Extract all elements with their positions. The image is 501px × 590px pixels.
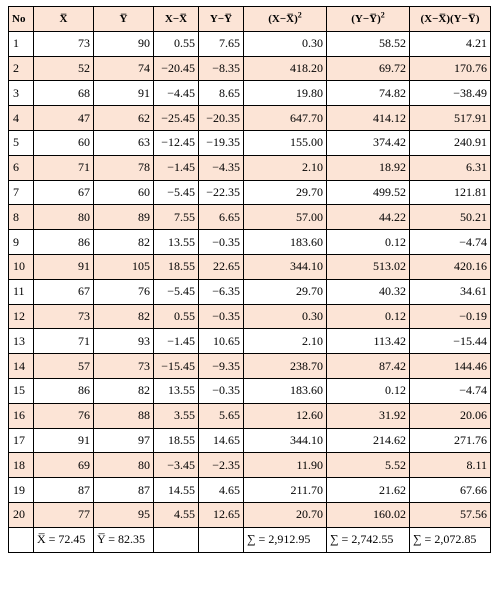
table-cell: 0.55 xyxy=(154,31,199,56)
table-cell: 12.65 xyxy=(199,502,244,527)
table-cell: −12.45 xyxy=(154,130,199,155)
table-cell: 76 xyxy=(94,279,154,304)
table-cell: −1.45 xyxy=(154,155,199,180)
table-cell: −19.35 xyxy=(199,130,244,155)
header-label: Y−Y̅ xyxy=(209,12,233,25)
table-cell: 91 xyxy=(94,81,154,106)
table-cell: 34.61 xyxy=(410,279,491,304)
table-cell: 93 xyxy=(94,329,154,354)
table-cell: 52 xyxy=(34,56,94,81)
table-row xyxy=(9,31,491,56)
row-number-cell: 17 xyxy=(9,428,34,453)
row-number-cell: 10 xyxy=(9,254,34,279)
table-row xyxy=(9,502,491,527)
table-cell: −0.19 xyxy=(410,304,491,329)
row-number-cell: 3 xyxy=(9,81,34,106)
table-cell: −3.45 xyxy=(154,453,199,478)
table-cell: −9.35 xyxy=(199,354,244,379)
header-label: (X−X̅) xyxy=(268,12,298,25)
table-cell: 18.55 xyxy=(154,254,199,279)
table-cell: 5.65 xyxy=(199,403,244,428)
row-number-cell: 1 xyxy=(9,31,34,56)
table-cell: 517.91 xyxy=(410,106,491,131)
table-cell: 155.00 xyxy=(244,130,327,155)
table-cell: 87.42 xyxy=(327,354,410,379)
summary-cell: X̅ = 72.45 xyxy=(34,527,94,552)
row-number-cell: 12 xyxy=(9,304,34,329)
header-label: X−X̅ xyxy=(164,12,188,25)
table-row xyxy=(9,403,491,428)
header-x xyxy=(34,7,94,32)
header-label: (X−X̅)(Y−Y̅) xyxy=(420,12,480,25)
table-cell: 57.56 xyxy=(410,502,491,527)
table-cell: 160.02 xyxy=(327,502,410,527)
table-cell: 67 xyxy=(34,279,94,304)
table-cell: 344.10 xyxy=(244,428,327,453)
row-number-cell: 9 xyxy=(9,230,34,255)
table-row xyxy=(9,254,491,279)
table-cell: −4.74 xyxy=(410,378,491,403)
table-row xyxy=(9,428,491,453)
table-cell: 91 xyxy=(34,254,94,279)
table-cell: 87 xyxy=(34,478,94,503)
table-cell: 4.65 xyxy=(199,478,244,503)
table-cell: 8.11 xyxy=(410,453,491,478)
table-cell: −2.35 xyxy=(199,453,244,478)
table-cell: 77 xyxy=(34,502,94,527)
table-cell: 63 xyxy=(94,130,154,155)
table-cell: 67 xyxy=(34,180,94,205)
statistics-table xyxy=(8,6,491,553)
table-cell: 89 xyxy=(94,205,154,230)
row-number-cell: 20 xyxy=(9,502,34,527)
table-cell: 73 xyxy=(34,304,94,329)
table-cell: 7.65 xyxy=(199,31,244,56)
header-exponent: 2 xyxy=(380,10,385,20)
header-label: Y̅ xyxy=(119,12,128,25)
table-cell: 0.12 xyxy=(327,304,410,329)
summary-cell xyxy=(9,527,34,552)
table-cell: 29.70 xyxy=(244,279,327,304)
table-cell: −4.74 xyxy=(410,230,491,255)
row-number-cell: 8 xyxy=(9,205,34,230)
table-row xyxy=(9,180,491,205)
table-cell: 90 xyxy=(94,31,154,56)
table-cell: 57 xyxy=(34,354,94,379)
table-cell: 82 xyxy=(94,378,154,403)
row-number-cell: 13 xyxy=(9,329,34,354)
table-cell: 68 xyxy=(34,81,94,106)
table-cell: 3.55 xyxy=(154,403,199,428)
row-number-cell: 5 xyxy=(9,130,34,155)
row-number-cell: 14 xyxy=(9,354,34,379)
table-cell: 238.70 xyxy=(244,354,327,379)
table-cell: 14.65 xyxy=(199,428,244,453)
table-cell: 21.62 xyxy=(327,478,410,503)
table-row xyxy=(9,230,491,255)
row-number-cell: 11 xyxy=(9,279,34,304)
table-cell: 44.22 xyxy=(327,205,410,230)
table-row xyxy=(9,279,491,304)
row-number-cell: 16 xyxy=(9,403,34,428)
table-cell: 80 xyxy=(34,205,94,230)
table-row xyxy=(9,354,491,379)
table-cell: 12.60 xyxy=(244,403,327,428)
table-row xyxy=(9,329,491,354)
table-cell: 11.90 xyxy=(244,453,327,478)
table-cell: 60 xyxy=(94,180,154,205)
table-cell: −15.45 xyxy=(154,354,199,379)
table-cell: 4.21 xyxy=(410,31,491,56)
table-cell: −20.35 xyxy=(199,106,244,131)
table-row xyxy=(9,81,491,106)
header-no xyxy=(9,7,34,32)
row-number-cell: 18 xyxy=(9,453,34,478)
header-x-dev-sq xyxy=(244,7,327,32)
summary-row xyxy=(9,527,491,552)
table-cell: −6.35 xyxy=(199,279,244,304)
table-row xyxy=(9,478,491,503)
table-cell: 414.12 xyxy=(327,106,410,131)
table-cell: 0.55 xyxy=(154,304,199,329)
table-cell: 62 xyxy=(94,106,154,131)
table-cell: 18.92 xyxy=(327,155,410,180)
header-x-dev xyxy=(154,7,199,32)
table-cell: 67.66 xyxy=(410,478,491,503)
table-cell: 74 xyxy=(94,56,154,81)
header-label: No xyxy=(12,12,26,25)
table-cell: 50.21 xyxy=(410,205,491,230)
table-cell: 78 xyxy=(94,155,154,180)
table-cell: 0.30 xyxy=(244,31,327,56)
table-cell: −15.44 xyxy=(410,329,491,354)
table-row xyxy=(9,106,491,131)
header-row xyxy=(9,7,491,32)
table-cell: 14.55 xyxy=(154,478,199,503)
table-row xyxy=(9,130,491,155)
row-number-cell: 4 xyxy=(9,106,34,131)
table-cell: 13.55 xyxy=(154,378,199,403)
table-cell: 513.02 xyxy=(327,254,410,279)
table-cell: 97 xyxy=(94,428,154,453)
table-cell: 113.42 xyxy=(327,329,410,354)
table-cell: 58.52 xyxy=(327,31,410,56)
table-cell: 71 xyxy=(34,155,94,180)
table-cell: 499.52 xyxy=(327,180,410,205)
table-cell: 57.00 xyxy=(244,205,327,230)
table-cell: 144.46 xyxy=(410,354,491,379)
table-cell: 71 xyxy=(34,329,94,354)
row-number-cell: 2 xyxy=(9,56,34,81)
table-cell: 2.10 xyxy=(244,155,327,180)
table-cell: 20.06 xyxy=(410,403,491,428)
table-cell: 22.65 xyxy=(199,254,244,279)
table-cell: 91 xyxy=(34,428,94,453)
table-cell: 2.10 xyxy=(244,329,327,354)
table-cell: 5.52 xyxy=(327,453,410,478)
table-cell: 18.55 xyxy=(154,428,199,453)
table-cell: −1.45 xyxy=(154,329,199,354)
table-cell: 418.20 xyxy=(244,56,327,81)
summary-cell: ∑ = 2,742.55 xyxy=(327,527,410,552)
table-cell: 40.32 xyxy=(327,279,410,304)
table-cell: 647.70 xyxy=(244,106,327,131)
table-cell: 211.70 xyxy=(244,478,327,503)
table-cell: 183.60 xyxy=(244,230,327,255)
row-number-cell: 7 xyxy=(9,180,34,205)
table-cell: −0.35 xyxy=(199,230,244,255)
table-cell: 86 xyxy=(34,378,94,403)
table-row xyxy=(9,378,491,403)
header-label: X̅ xyxy=(59,12,68,25)
summary-cell xyxy=(199,527,244,552)
table-cell: −4.45 xyxy=(154,81,199,106)
table-cell: 13.55 xyxy=(154,230,199,255)
table-cell: 420.16 xyxy=(410,254,491,279)
table-row xyxy=(9,155,491,180)
table-cell: 74.82 xyxy=(327,81,410,106)
header-exponent: 2 xyxy=(297,10,302,20)
header-y-dev-sq xyxy=(327,7,410,32)
table-cell: −38.49 xyxy=(410,81,491,106)
table-cell: 82 xyxy=(94,304,154,329)
table-row xyxy=(9,304,491,329)
table-cell: 29.70 xyxy=(244,180,327,205)
table-cell: 88 xyxy=(94,403,154,428)
table-cell: 10.65 xyxy=(199,329,244,354)
table-cell: −4.35 xyxy=(199,155,244,180)
table-cell: 69.72 xyxy=(327,56,410,81)
table-cell: 7.55 xyxy=(154,205,199,230)
table-cell: 8.65 xyxy=(199,81,244,106)
table-cell: 95 xyxy=(94,502,154,527)
table-cell: −0.35 xyxy=(199,304,244,329)
table-cell: 0.12 xyxy=(327,378,410,403)
table-cell: 170.76 xyxy=(410,56,491,81)
summary-cell: ∑ = 2,072.85 xyxy=(410,527,491,552)
table-cell: 73 xyxy=(94,354,154,379)
table-cell: 0.30 xyxy=(244,304,327,329)
table-cell: 240.91 xyxy=(410,130,491,155)
table-cell: 6.65 xyxy=(199,205,244,230)
table-cell: 82 xyxy=(94,230,154,255)
table-cell: 374.42 xyxy=(327,130,410,155)
table-cell: −5.45 xyxy=(154,180,199,205)
table-row xyxy=(9,453,491,478)
table-cell: 86 xyxy=(34,230,94,255)
table-cell: 87 xyxy=(94,478,154,503)
table-cell: 0.12 xyxy=(327,230,410,255)
table-cell: 76 xyxy=(34,403,94,428)
table-cell: 6.31 xyxy=(410,155,491,180)
summary-cell: ∑ = 2,912.95 xyxy=(244,527,327,552)
row-number-cell: 19 xyxy=(9,478,34,503)
table-cell: 271.76 xyxy=(410,428,491,453)
table-row xyxy=(9,205,491,230)
table-body xyxy=(9,31,491,552)
table-row xyxy=(9,56,491,81)
table-cell: −20.45 xyxy=(154,56,199,81)
table-cell: −25.45 xyxy=(154,106,199,131)
table-cell: 80 xyxy=(94,453,154,478)
table-cell: 31.92 xyxy=(327,403,410,428)
table-cell: 214.62 xyxy=(327,428,410,453)
table-cell: 69 xyxy=(34,453,94,478)
header-xy-product xyxy=(410,7,491,32)
table-cell: 73 xyxy=(34,31,94,56)
table-cell: −0.35 xyxy=(199,378,244,403)
table-cell: 19.80 xyxy=(244,81,327,106)
table-cell: 20.70 xyxy=(244,502,327,527)
header-y-dev xyxy=(199,7,244,32)
row-number-cell: 6 xyxy=(9,155,34,180)
table-cell: 60 xyxy=(34,130,94,155)
table-cell: 121.81 xyxy=(410,180,491,205)
header-label: (Y−Y̅) xyxy=(351,12,381,25)
table-cell: 344.10 xyxy=(244,254,327,279)
table-cell: 105 xyxy=(94,254,154,279)
table-cell: 47 xyxy=(34,106,94,131)
summary-cell xyxy=(154,527,199,552)
row-number-cell: 15 xyxy=(9,378,34,403)
table-cell: −5.45 xyxy=(154,279,199,304)
table-cell: 4.55 xyxy=(154,502,199,527)
header-y xyxy=(94,7,154,32)
table-cell: −22.35 xyxy=(199,180,244,205)
table-cell: −8.35 xyxy=(199,56,244,81)
summary-cell: Y̅ = 82.35 xyxy=(94,527,154,552)
table-cell: 183.60 xyxy=(244,378,327,403)
